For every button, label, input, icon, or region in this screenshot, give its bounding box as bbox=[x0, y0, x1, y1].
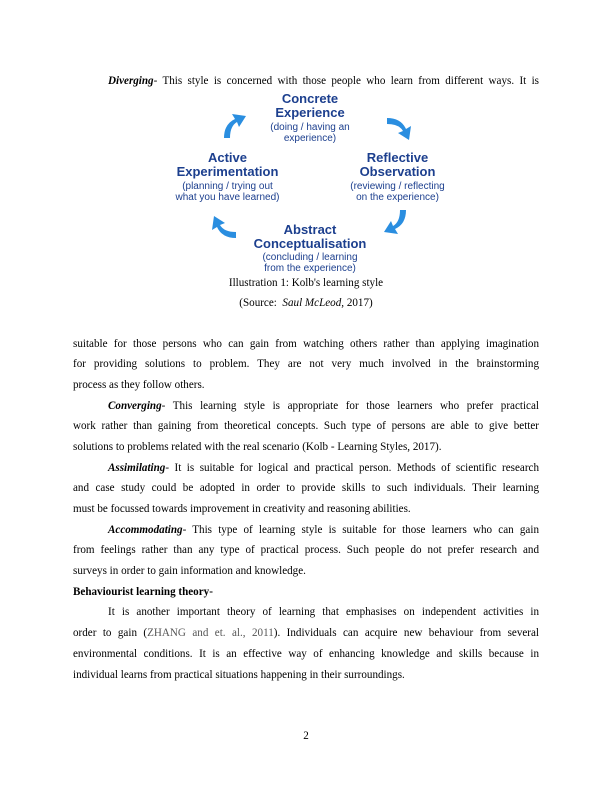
term-accommodating: Accommodating bbox=[108, 524, 183, 536]
text-line: suitable for those persons who can gain from watching others rather than applying imagination bbox=[73, 338, 539, 350]
text-line: surveys in order to gain information and knowledge. bbox=[73, 565, 306, 577]
term-diverging: Diverging bbox=[108, 75, 154, 87]
term-converging: Converging bbox=[108, 400, 162, 412]
arrow-shape bbox=[387, 118, 411, 140]
text-line: for providing solutions to problem. They are not very much involved in the brainstorming bbox=[73, 358, 539, 370]
text-line: solutions to problems related with the real scenario (Kolb - Learning Styles, 2017). bbox=[73, 441, 442, 453]
text-line: process as they follow others. bbox=[73, 379, 205, 391]
abstract-conceptualisation-subtitle: (concluding / learning from the experience) bbox=[262, 252, 358, 274]
kolb-cycle-diagram bbox=[160, 88, 460, 276]
arrow-top-right-icon bbox=[385, 112, 415, 142]
reflective-observation-subtitle: (reviewing / reflecting on the experience) bbox=[350, 181, 445, 203]
text-line: must be focussed towards improvement in creativity and reasoning abilities. bbox=[73, 503, 411, 515]
term-assimilating: Assimilating bbox=[108, 462, 166, 474]
arrow-shape bbox=[212, 216, 236, 238]
concrete-experience-title: Concrete Experience bbox=[275, 91, 345, 120]
active-experimentation-title: Active Experimentation bbox=[176, 150, 279, 179]
text-line: It is another important theory of learning that emphasises on independent activities in bbox=[108, 606, 539, 618]
citation-kolb: Kolb - Learning Styles, 2017 bbox=[305, 441, 436, 453]
figure-source: (Source: Saul McLeod, 2017) bbox=[239, 297, 373, 309]
text-line: individual learns from practical situations happening in their surroundings. bbox=[73, 669, 405, 681]
text-line: and case study could be adopted in order to provide skills to such individuals. Their learning bbox=[73, 482, 539, 494]
text-line: order to gain (ZHANG and et. al., 2011). Individuals can acquire new behaviour from several bbox=[73, 627, 539, 639]
figure-caption: Illustration 1: Kolb's learning style bbox=[228, 277, 384, 289]
arrow-shape bbox=[224, 114, 246, 138]
arrow-shape bbox=[384, 210, 406, 234]
diverging-text: - This style is concerned with those people who learn from different ways. It is bbox=[153, 75, 539, 87]
page-number: 2 bbox=[303, 730, 309, 742]
concrete-experience-subtitle: (doing / having an experience) bbox=[270, 122, 350, 144]
paragraph-converging: Converging- This learning style is appropriate for those learners who prefer practical bbox=[108, 400, 539, 412]
text-line: work rather than gaining from theoretical concepts. Such type of persons are able to give better bbox=[73, 420, 539, 432]
section-heading: Behaviourist learning theory- bbox=[73, 586, 213, 598]
paragraph-assimilating: Assimilating- It is suitable for logical and practical person. Methods of scientific research bbox=[108, 462, 539, 474]
arrow-bottom-left-icon bbox=[208, 214, 238, 244]
arrow-bottom-right-icon bbox=[382, 208, 412, 238]
paragraph-diverging bbox=[108, 74, 539, 88]
arrow-top-left-icon bbox=[218, 110, 248, 140]
text-line: from feelings rather than any type of practical process. Such people do not prefer research and bbox=[73, 544, 539, 556]
citation-zhang: ZHANG and et. al., 2011 bbox=[147, 627, 274, 639]
active-experimentation-subtitle: (planning / trying out what you have learned) bbox=[175, 181, 280, 203]
paragraph-accommodating: Accommodating- This type of learning style is suitable for those learners who can gain bbox=[108, 524, 539, 536]
text-line: environmental conditions. It is an effective way of enhancing knowledge and skills because in bbox=[73, 648, 539, 660]
abstract-conceptualisation-title: Abstract Conceptualisation bbox=[253, 222, 367, 251]
reflective-observation-title: Reflective Observation bbox=[359, 150, 436, 179]
